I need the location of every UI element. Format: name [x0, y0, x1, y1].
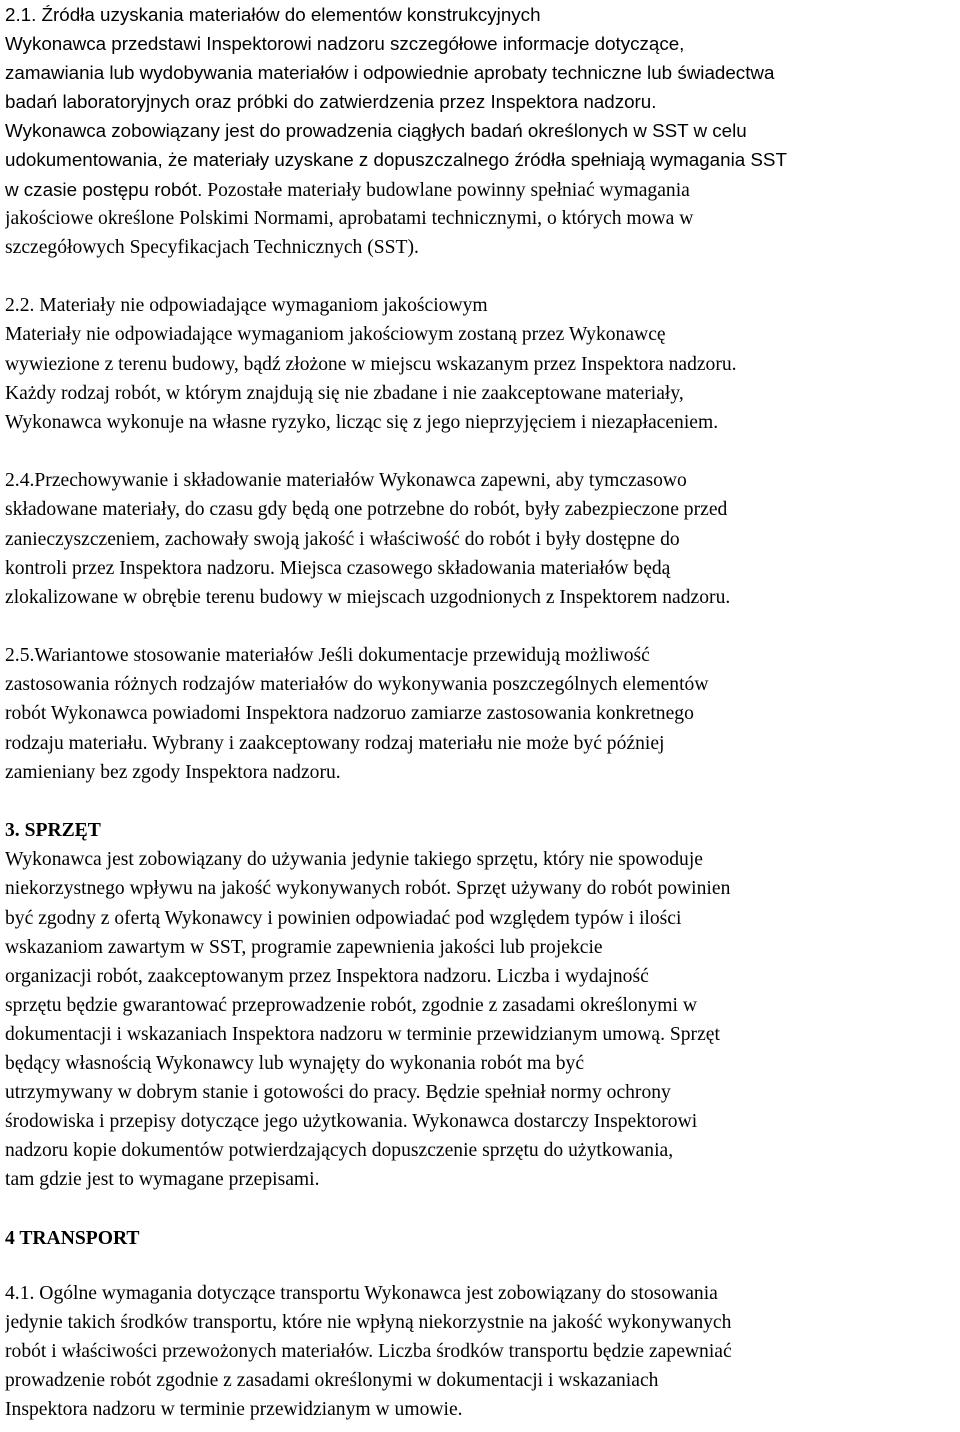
paragraph-line: zamawiania lub wydobywania materiałów i odpowiednie aprobaty techniczne lub świadectwa [5, 62, 775, 84]
section-2-1 [5, 0, 954, 262]
paragraph-line: Wykonawca zobowiązany jest do prowadzenia ciągłych badań określonych w SST w celu [5, 120, 747, 142]
section-2-4 [5, 466, 954, 611]
section-3 [5, 816, 954, 1194]
paragraph-line: robót Wykonawca powiadomi Inspektora nadzoruo zamiarze zastosowania konkretnego [5, 703, 694, 725]
section-4 [5, 1224, 954, 1425]
paragraph-line: wywiezione z terenu budowy, bądź złożone w miejscu wskazanym przez Inspektora nadzoru. [5, 353, 737, 375]
section-2-2-heading: 2.2. Materiały nie odpowiadające wymaganiom jakościowym [5, 295, 488, 317]
paragraph-line: zastosowania różnych rodzajów materiałów do wykonywania poszczególnych elementów [5, 674, 709, 696]
paragraph-gap [5, 262, 954, 292]
paragraph-line: Każdy rodzaj robót, w którym znajdują się nie zbadane i nie zaakceptowane materiały, [5, 382, 684, 404]
paragraph-line: składowane materiały, do czasu gdy będą one potrzebne do robót, były zabezpieczone przed [5, 499, 728, 521]
paragraph-line: być zgodny z ofertą Wykonawcy i powinien odpowiadać pod względem typów i ilości [5, 907, 682, 929]
paragraph-line: prowadzenie robót zgodnie z zasadami określonymi w dokumentacji i wskazaniach [5, 1370, 659, 1392]
paragraph-line: rodzaju materiału. Wybrany i zaakceptowany rodzaj materiału nie może być później [5, 732, 665, 754]
paragraph-line: niekorzystnego wpływu na jakość wykonywanych robót. Sprzęt używany do robót powinien [5, 878, 731, 900]
paragraph-line: Wykonawca jest zobowiązany do używania jedynie takiego sprzętu, który nie spowoduje [5, 849, 703, 871]
paragraph-line: wskazaniom zawartym w SST, programie zapewnienia jakości lub projekcie [5, 936, 603, 958]
paragraph-line: jakościowe określone Polskimi Normami, aprobatami technicznymi, o których mowa w [5, 207, 694, 229]
paragraph-line: kontroli przez Inspektora nadzoru. Miejsca czasowego składowania materiałów będą [5, 557, 671, 579]
paragraph-gap [5, 1253, 954, 1279]
paragraph-gap [5, 787, 954, 817]
paragraph-line: sprzętu będzie gwarantować przeprowadzenie robót, zgodnie z zasadami określonymi w [5, 994, 698, 1016]
paragraph-gap [5, 612, 954, 642]
paragraph-line: badań laboratoryjnych oraz próbki do zatwierdzenia przez Inspektora nadzoru. [5, 91, 657, 113]
paragraph-line: robót i właściwości przewożonych materiałów. Liczba środków transportu będzie zapewniać [5, 1341, 732, 1363]
paragraph-line: 4.1. Ogólne wymagania dotyczące transportu Wykonawca jest zobowiązany do stosowania [5, 1283, 718, 1305]
section-2-4-heading: 2.4.Przechowywanie i składowanie materiałów Wykonawca zapewni, aby tymczasowo [5, 470, 687, 492]
section-4-heading: 4 TRANSPORT [5, 1227, 140, 1249]
section-2-5 [5, 641, 954, 786]
section-2-2 [5, 291, 954, 436]
paragraph-fragment: w czasie postępu robót. [5, 178, 203, 200]
paragraph-line: środowiska i przepisy dotyczące jego użytkowania. Wykonawca dostarczy Inspektorowi [5, 1111, 698, 1133]
paragraph-line: nadzoru kopie dokumentów potwierdzających dopuszczenie sprzętu do użytkowania, [5, 1140, 674, 1162]
paragraph-line: zlokalizowane w obrębie terenu budowy w miejscach uzgodnionych z Inspektorem nadzoru. [5, 586, 731, 608]
paragraph-line: udokumentowania, że materiały uzyskane z dopuszczalnego źródła spełniają wymagania SST [5, 149, 787, 171]
paragraph-line: Materiały nie odpowiadające wymaganiom jakościowym zostaną przez Wykonawcę [5, 324, 666, 346]
paragraph-line: Wykonawca wykonuje na własne ryzyko, licząc się z jego nieprzyjęciem i niezapłaceniem. [5, 411, 719, 433]
section-3-heading: 3. SPRZĘT [5, 820, 101, 842]
paragraph-line: szczegółowych Specyfikacjach Technicznych (SST). [5, 236, 419, 258]
paragraph-line: dokumentacji i wskazaniach Inspektora nadzoru w terminie przewidzianym umową. Sprzęt [5, 1023, 720, 1045]
paragraph-line: organizacji robót, zaakceptowanym przez Inspektora nadzoru. Liczba i wydajność [5, 965, 649, 987]
section-2-1-heading: 2.1. Źródła uzyskania materiałów do elementów konstrukcyjnych [5, 4, 541, 25]
paragraph-line: zanieczyszczeniem, zachowały swoją jakość i właściwość do robót i były dostępne do [5, 528, 680, 550]
paragraph-gap [5, 1194, 954, 1224]
paragraph-line: będący własnością Wykonawcy lub wynajęty do wykonania robót ma być [5, 1053, 585, 1074]
paragraph-line-mixed [5, 175, 954, 204]
paragraph-fragment: Pozostałe materiały budowlane powinny spełniać wymagania [202, 179, 690, 201]
paragraph-line: zamieniany bez zgody Inspektora nadzoru. [5, 761, 341, 783]
paragraph-line: Inspektora nadzoru w terminie przewidzianym w umowie. [5, 1399, 463, 1421]
paragraph-line: jedynie takich środków transportu, które nie wpłyną niekorzystnie na jakość wykonywanych [5, 1312, 732, 1334]
paragraph-line: utrzymywany w dobrym stanie i gotowości do pracy. Będzie spełniał normy ochrony [5, 1082, 671, 1104]
section-2-5-heading: 2.5.Wariantowe stosowanie materiałów Jeśli dokumentacje przewidują możliwość [5, 645, 650, 667]
paragraph-line: Wykonawca przedstawi Inspektorowi nadzoru szczegółowe informacje dotyczące, [5, 33, 685, 55]
paragraph-line: tam gdzie jest to wymagane przepisami. [5, 1169, 320, 1191]
paragraph-gap [5, 437, 954, 467]
